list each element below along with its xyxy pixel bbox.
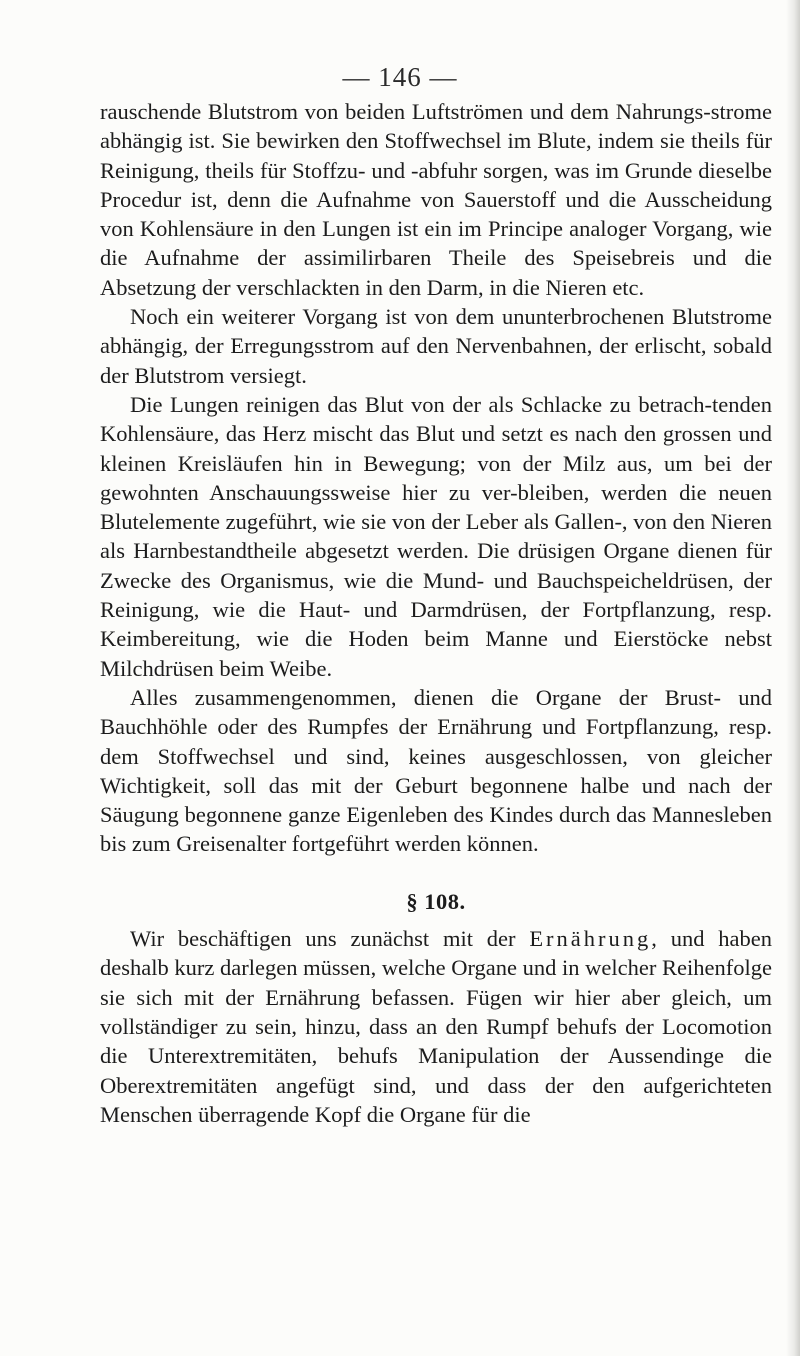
page-edge-shadow [786, 0, 800, 1356]
paragraph: Alles zusammengenommen, dienen die Organe der Brust- und Bauchhöhle oder des Rumpfes der Ernährung und Fortpflanzung, resp. dem Stoffwechsel und sind, keines ausgeschlossen, von gleicher Wichtigkeit, soll das mit der Geburt begonnene halbe und nach der Säugung begonnene ganze Eigenleben des Kindes durch das Mannesleben bis zum Greisenalter fortgeführt werden können. [100, 684, 772, 857]
paragraph: Noch ein weiterer Vorgang ist von dem ununterbrochenen Blutstrome abhängig, der Erregungsstrom auf den Nervenbahnen, der erlischt, sobald der Blutstrom versiegt. [100, 304, 772, 388]
paragraph: Die Lungen reinigen das Blut von der als Schlacke zu betrach-tenden Kohlensäure, das Herz mischt das Blut und setzt es nach den grossen und kleinen Kreisläufen hin in Bewegung; von der Milz aus, um bei der gewohnten Anschauungssweise hier zu ver-bleiben, werden die neuen Blutelemente zugeführt, wie sie von der Leber als Gallen-, von den Nieren als Harnbestandtheile abgesetzt werden. Die drüsigen Organe dienen für Zwecke des Organismus, wie die Mund- und Bauchspeicheldrüsen, der Reinigung, wie die Haut- und Darmdrüsen, der Fortpflanzung, resp. Keimbereitung, wie die Hoden beim Manne und Eierstöcke nebst Milchdrüsen beim Weibe. [100, 391, 772, 681]
section-paragraph-start: Wir beschäftigen uns zunächst mit der [130, 926, 530, 952]
section-heading: § 108. [406, 888, 466, 914]
body-text [100, 97, 772, 1129]
page-number: — 146 — [342, 62, 458, 92]
paragraph: rauschende Blutstrom von beiden Luftströmen und dem Nahrungs-strome abhängig ist. Sie bewirken den Stoffwechsel im Blute, indem sie theils für Reinigung, theils für Stoffzu- und -abfuhr sorgen, was im Grunde dieselbe Procedur ist, denn die Aufnahme von Sauerstoff und die Ausscheidung von Kohlensäure in den Lungen ist ein im Principe analoger Vorgang, wie die Aufnahme der assimilirbaren Theile des Speisebreis und die Absetzung der verschlackten in den Darm, in die Nieren etc. [100, 99, 772, 300]
emphasized-word: Ernährung [529, 926, 652, 952]
section-paragraph [100, 924, 772, 1129]
section-paragraph-rest: , und haben deshalb kurz darlegen müssen, welche Organe und in welcher Reihenfolge sie sich mit der Ernährung befassen. Fügen wir hier aber gleich, um vollständiger zu sein, hinzu, dass an den Rumpf behufs der Locomotion die Unterextremitäten, behufs Manipulation der Aussendinge die Oberextremitäten angefügt sind, und dass der den aufgerichteten Menschen überragende Kopf die Organe für die [100, 926, 772, 1127]
